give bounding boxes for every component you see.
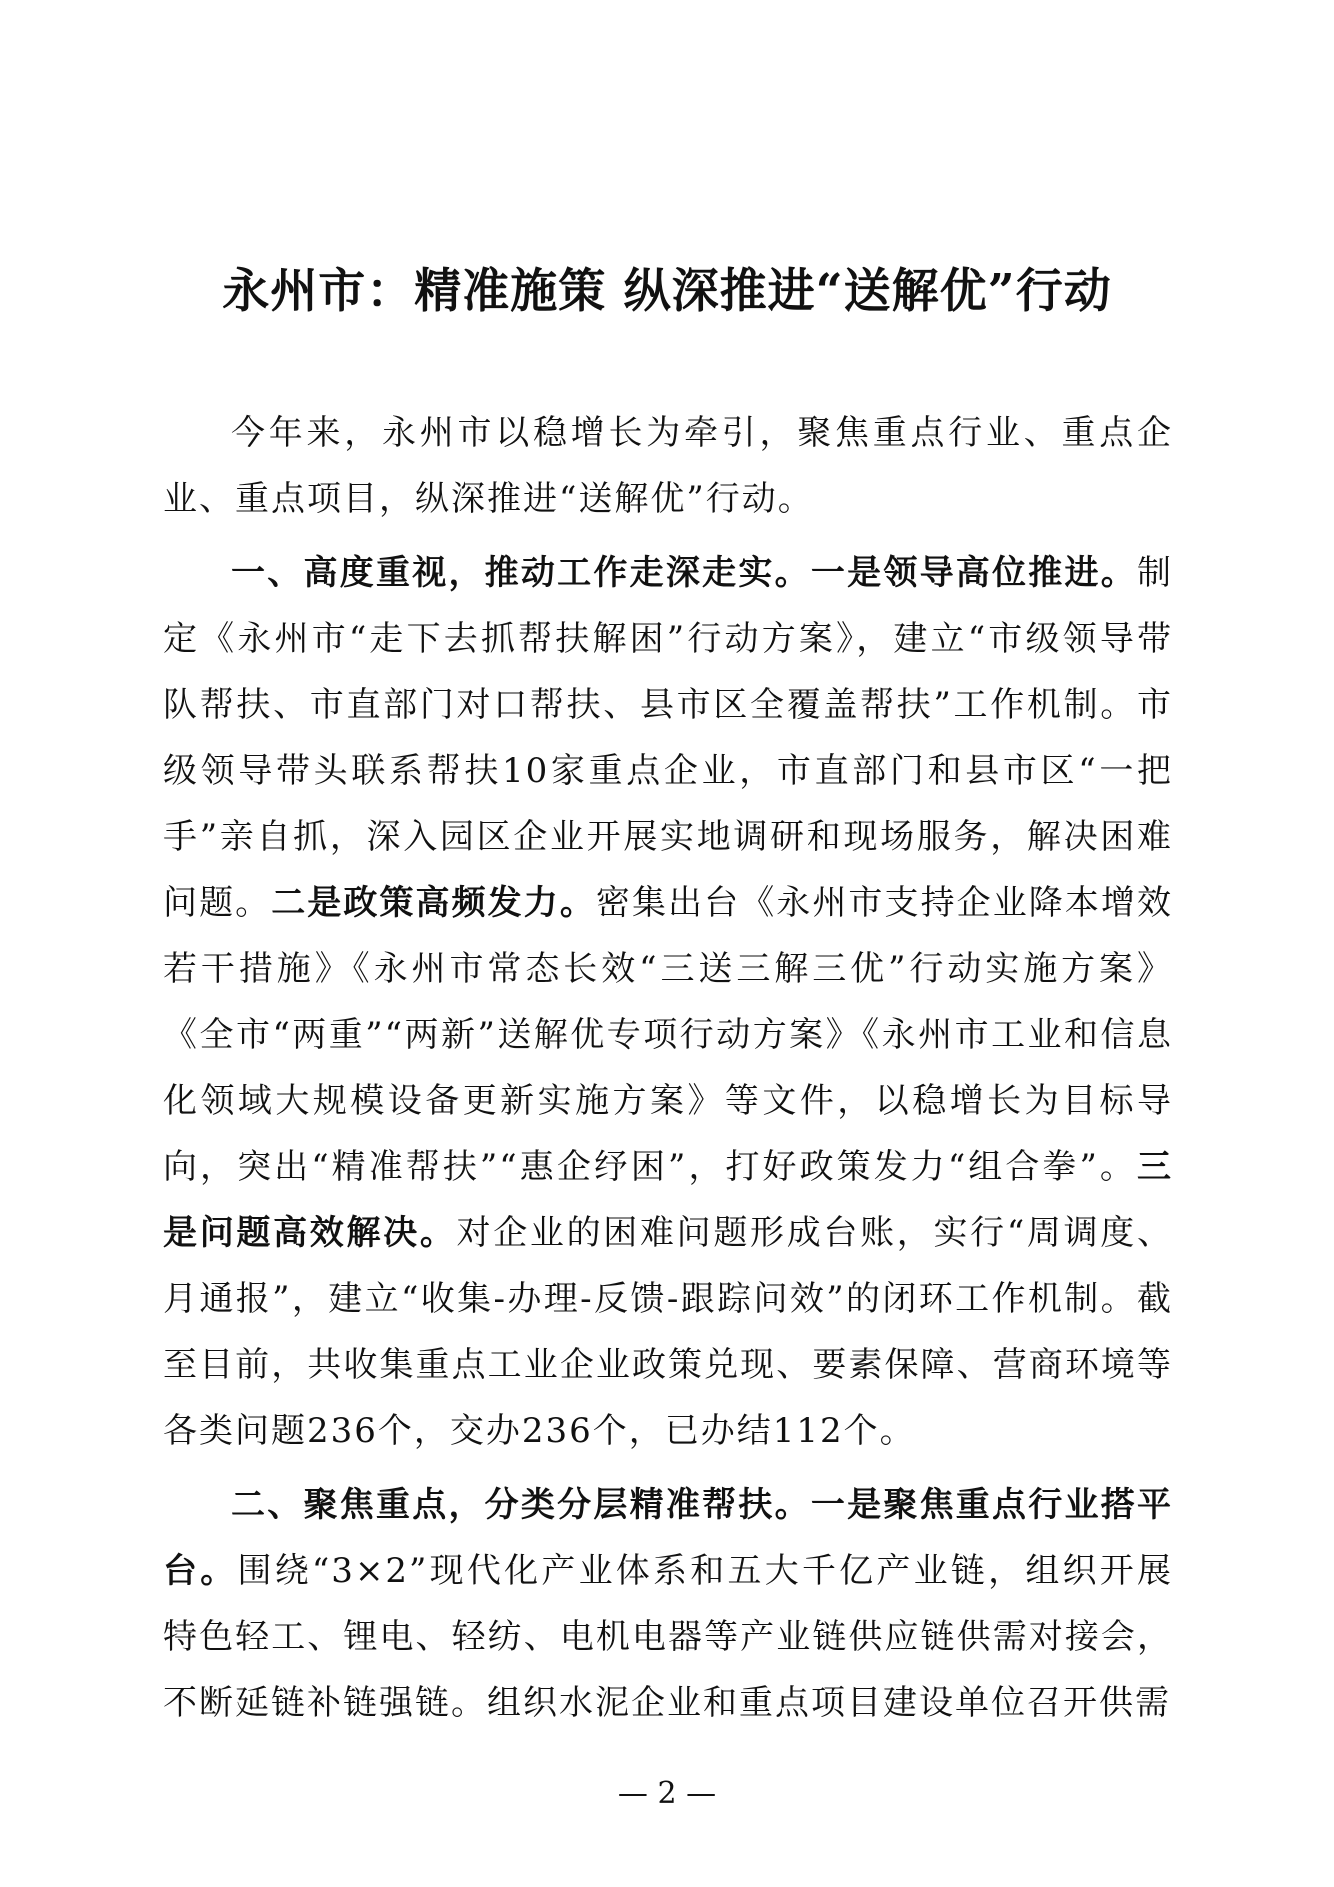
section-2-paragraph xyxy=(163,1472,1173,1736)
section-1-paragraph xyxy=(163,540,1173,1464)
section-2-point-1-text: 围绕“3×2”现代化产业体系和五大千亿产业链，组织开展特色轻工、锂电、轻纺、电机电器等产业链供应链供需对接会，不断延链补链强链。组织水泥企业和重点项目建设单位召开供需 xyxy=(163,1551,1174,1723)
section-2-heading: 二、聚焦重点，分类分层精准帮扶。 xyxy=(231,1485,811,1525)
section-1-point-2-label: 二是政策高频发力。 xyxy=(271,883,596,923)
section-1-heading: 一、高度重视，推动工作走深走实。 xyxy=(231,553,811,593)
document-body xyxy=(163,400,1173,1744)
section-1-point-2-text: 密集出台《永州市支持企业降本增效若干措施》《永州市常态长效“三送三解三优”行动实施方案》《全市“两重”“两新”送解优专项行动方案》《永州市工业和信息化领域大规模设备更新实施方案》等文件，以稳增长为目标导向，突出“精准帮扶”“惠企纾困”，打好政策发力“组合拳”。 xyxy=(163,883,1174,1187)
section-1-point-1-label: 一是领导高位推进。 xyxy=(810,553,1138,593)
section-1-point-1-text: 制定《永州市“走下去抓帮扶解困”行动方案》，建立“市级领导带队帮扶、市直部门对口帮扶、县市区全覆盖帮扶”工作机制。市级领导带头联系帮扶10家重点企业，市直部门和县市区“一把手”亲自抓，深入园区企业开展实地调研和现场服务，解决困难问题。 xyxy=(163,553,1174,923)
section-1-point-3-label: 三是问题高效解决。 xyxy=(163,1147,1173,1253)
section-2-point-1-label: 一是聚焦重点行业搭平台。 xyxy=(163,1485,1174,1591)
page-number: — 2 — xyxy=(617,1776,717,1811)
intro-paragraph: 今年来，永州市以稳增长为牵引，聚焦重点行业、重点企业、重点项目，纵深推进“送解优”行动。 xyxy=(163,413,1173,519)
document-title: 永州市：精准施策 纵深推进“送解优”行动 xyxy=(222,264,1112,319)
section-1-point-3-text: 对企业的困难问题形成台账，实行“周调度、月通报”，建立“收集-办理-反馈-跟踪问效”的闭环工作机制。截至目前，共收集重点工业企业政策兑现、要素保障、营商环境等各类问题236个，交办236个，已办结112个。 xyxy=(163,1213,1173,1451)
